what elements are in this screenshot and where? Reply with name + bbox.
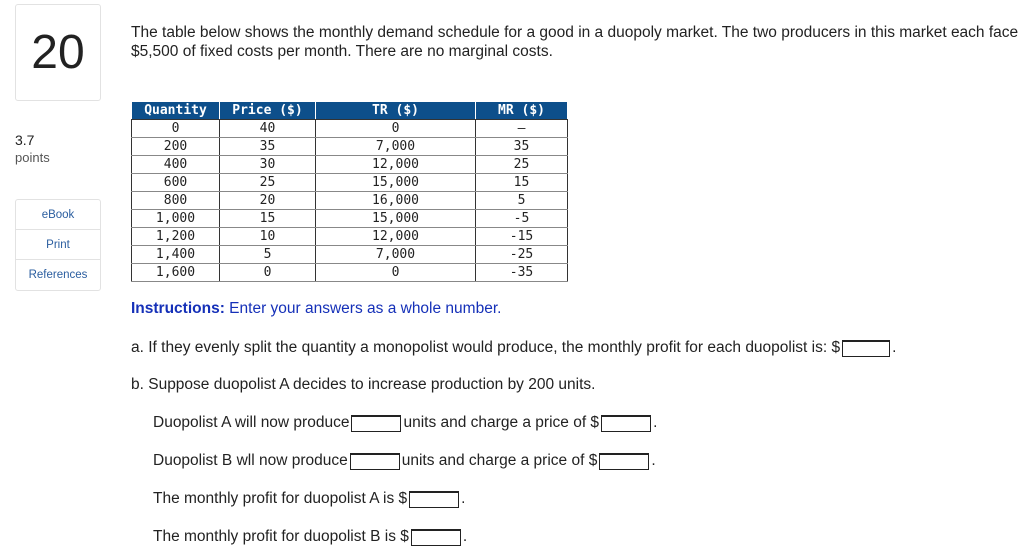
table-row: [132, 228, 568, 246]
part-b-text: b. Suppose duopolist A decides to increase production by 200 units.: [131, 376, 596, 393]
table-cell: 40: [220, 120, 316, 138]
table-cell: 35: [220, 138, 316, 156]
table-cell: 600: [132, 174, 220, 192]
table-header-row: [132, 102, 568, 120]
table-cell: 12,000: [316, 156, 476, 174]
table-cell: 800: [132, 192, 220, 210]
duopolist-b-produce-line: [153, 452, 656, 470]
period: .: [462, 528, 468, 545]
duopolist-b-price-input[interactable]: [599, 453, 649, 470]
table-row: [132, 246, 568, 264]
part-a-text: a. If they evenly split the quantity a monopolist would produce, the monthly profit for each duopolist is: $: [131, 339, 841, 356]
duopolist-a-quantity-input[interactable]: [351, 415, 401, 432]
period: .: [653, 414, 658, 431]
part-a-profit-input[interactable]: [842, 340, 890, 357]
table-cell: 400: [132, 156, 220, 174]
part-b-intro: [131, 376, 595, 394]
table-row: [132, 264, 568, 282]
header-mr: MR ($): [476, 102, 568, 120]
profit-b-text: The monthly profit for duopolist B is $: [153, 528, 409, 545]
table-cell: 5: [476, 192, 568, 210]
table-cell: 20: [220, 192, 316, 210]
table-cell: -15: [476, 228, 568, 246]
resource-links: [15, 199, 101, 291]
table-cell: 0: [316, 120, 476, 138]
table-cell: 0: [316, 264, 476, 282]
profit-b-line: [153, 528, 467, 546]
table-row: [132, 156, 568, 174]
table-row: [132, 210, 568, 228]
table-cell: 1,000: [132, 210, 220, 228]
question-prompt: The table below shows the monthly demand schedule for a good in a duopoly market. The two producers in this market each face $5,500 of fixed costs per month. There are no marginal costs.: [131, 24, 1019, 60]
table-cell: 1,600: [132, 264, 220, 282]
table-cell: 1,400: [132, 246, 220, 264]
header-price: Price ($): [220, 102, 316, 120]
profit-a-text: The monthly profit for duopolist A is $: [153, 490, 408, 507]
question-number-box: [15, 4, 101, 101]
table-row: [132, 192, 568, 210]
table-cell: 12,000: [316, 228, 476, 246]
table-cell: -35: [476, 264, 568, 282]
table-cell: 15: [476, 174, 568, 192]
duopolist-b-profit-input[interactable]: [411, 529, 461, 546]
table-cell: -25: [476, 246, 568, 264]
demand-schedule-table: [131, 101, 568, 282]
instructions-label: Instructions:: [131, 300, 225, 317]
instructions-text: Enter your answers as a whole number.: [224, 300, 502, 317]
table-cell: 16,000: [316, 192, 476, 210]
table-cell: 1,200: [132, 228, 220, 246]
table-row: [132, 174, 568, 192]
duopolist-a-produce-text: Duopolist A will now produce: [153, 414, 350, 431]
table-cell: 200: [132, 138, 220, 156]
duopolist-b-quantity-input[interactable]: [350, 453, 400, 470]
part-a-suffix: .: [892, 339, 897, 356]
table-cell: 10: [220, 228, 316, 246]
print-link[interactable]: Print: [16, 230, 100, 260]
table-cell: 5: [220, 246, 316, 264]
question-number: 20: [31, 26, 85, 79]
duopolist-a-profit-input[interactable]: [409, 491, 459, 508]
instructions: [131, 300, 501, 318]
part-a-line: [131, 339, 896, 357]
table-cell: 30: [220, 156, 316, 174]
duopolist-b-produce-text: Duopolist B wll now produce: [153, 452, 348, 469]
references-link[interactable]: References: [28, 269, 88, 281]
header-quantity: Quantity: [132, 102, 220, 120]
table-cell: 15,000: [316, 210, 476, 228]
units-price-text: units and charge a price of $: [401, 452, 598, 469]
table-cell: 0: [220, 264, 316, 282]
period: .: [461, 490, 466, 507]
points-value: 3.7: [15, 132, 35, 148]
table-cell: 7,000: [316, 138, 476, 156]
profit-a-line: [153, 490, 465, 508]
table-cell: 15,000: [316, 174, 476, 192]
header-tr: TR ($): [316, 102, 476, 120]
points-label: points: [15, 150, 50, 165]
table-row: [132, 120, 568, 138]
table-cell: 25: [220, 174, 316, 192]
table-cell: 7,000: [316, 246, 476, 264]
period: .: [651, 452, 656, 469]
units-price-text: units and charge a price of $: [403, 414, 600, 431]
table-row: [132, 138, 568, 156]
table-cell: 15: [220, 210, 316, 228]
table-cell: -5: [476, 210, 568, 228]
table-cell: 25: [476, 156, 568, 174]
duopolist-a-produce-line: [153, 414, 657, 432]
table-cell: 35: [476, 138, 568, 156]
duopolist-a-price-input[interactable]: [601, 415, 651, 432]
table-cell: –: [476, 120, 568, 138]
ebook-link[interactable]: eBook: [16, 200, 100, 230]
table-cell: 0: [132, 120, 220, 138]
